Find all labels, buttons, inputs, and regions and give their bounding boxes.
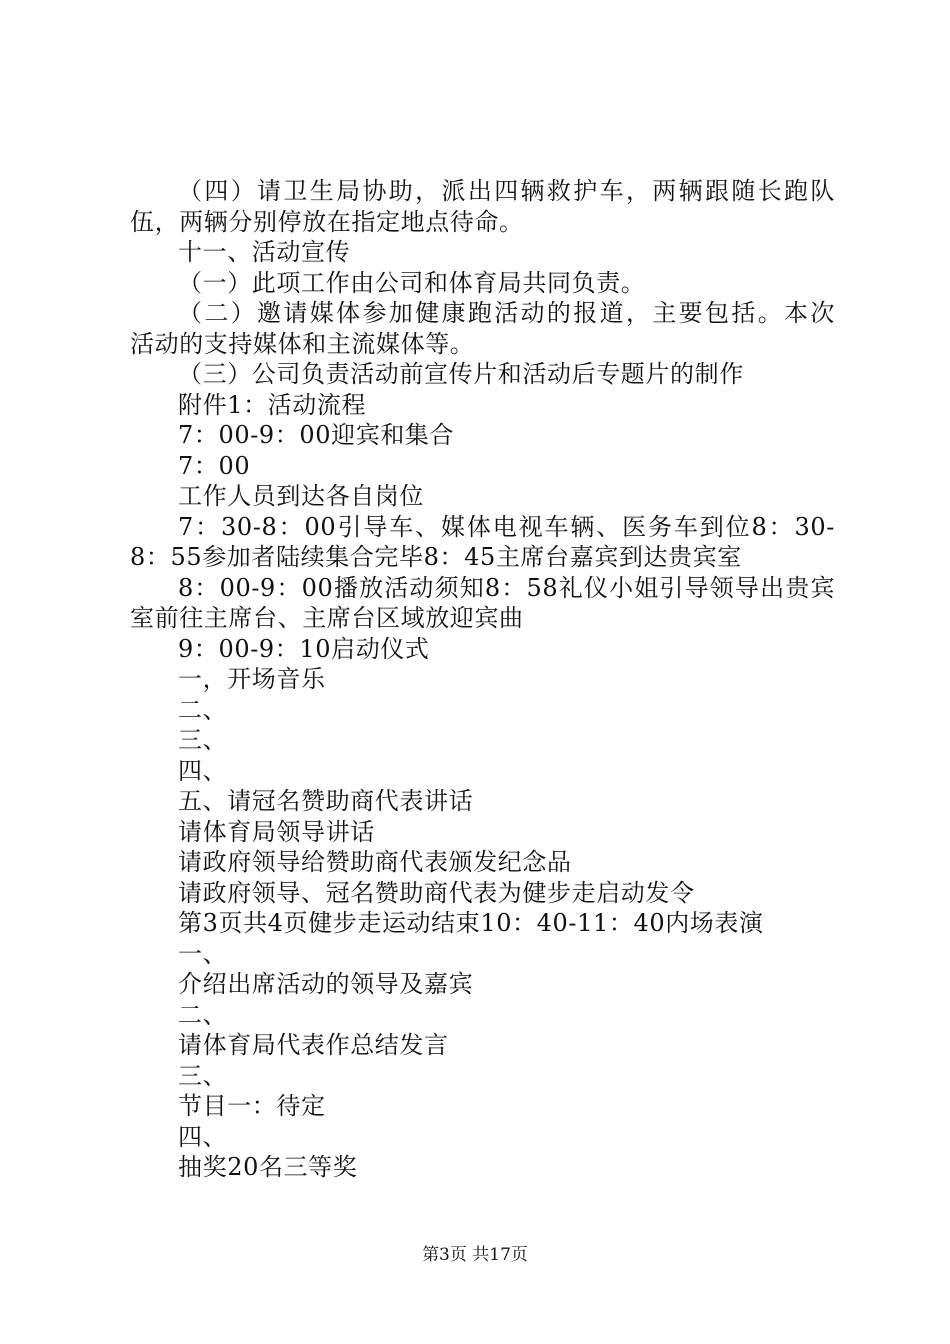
text-line: 7：30-8：00引导车、媒体电视车辆、医务车到位8：30- (178, 512, 835, 541)
text-line: 伍，两辆分别停放在指定地点待命。 (130, 207, 524, 236)
text-line: （二）邀请媒体参加健康跑活动的报道，主要包括。本次 (178, 299, 835, 327)
text-line: 一，开场音乐 (178, 665, 326, 693)
text-line: 8：00-9：00播放活动须知8：58礼仪小姐引导领导出贵宾 (178, 573, 835, 602)
text-line: 四、 (178, 756, 228, 785)
text-line: 介绍出席活动的领导及嘉宾 (178, 970, 474, 998)
text-line: 室前往主席台、主席台区域放迎宾曲 (130, 604, 524, 632)
text-line: （四）请卫生局协助，派出四辆救护车，两辆跟随长跑队 (178, 177, 835, 205)
text-line: 附件1：活动流程 (178, 390, 367, 419)
text-line: 三、 (178, 1061, 228, 1090)
text-line: 7：00 (178, 451, 251, 480)
document-body (130, 176, 835, 1183)
text-line: 二、 (178, 695, 228, 724)
text-line: 请体育局代表作总结发言 (178, 1031, 449, 1059)
text-line: 二、 (178, 1000, 228, 1029)
text-line: 十一、活动宣传 (178, 238, 351, 266)
text-line: 请政府领导给赞助商代表颁发纪念品 (178, 848, 572, 876)
text-line: 抽奖20名三等奖 (178, 1153, 358, 1181)
text-line: 第3页共4页健步走运动结束10：40-11：40内场表演 (178, 909, 764, 937)
text-line: （三）公司负责活动前宣传片和活动后专题片的制作 (178, 360, 744, 388)
text-line: 请体育局领导讲话 (178, 817, 375, 846)
text-line: 7：00-9：00迎宾和集合 (178, 421, 455, 449)
text-line: 三、 (178, 726, 228, 754)
text-line: 活动的支持媒体和主流媒体等。 (130, 329, 475, 358)
text-line: 节目一：待定 (178, 1092, 326, 1120)
text-line: 工作人员到达各自岗位 (178, 482, 424, 510)
text-line: （一）此项工作由公司和体育局共同负责。 (178, 268, 646, 297)
text-line: 四、 (178, 1122, 228, 1151)
text-line: 请政府领导、冠名赞助商代表为健步走启动发令 (178, 878, 695, 907)
text-line: 8：55参加者陆续集合完毕8：45主席台嘉宾到达贵宾室 (130, 543, 742, 571)
page-footer: 第3页 共17页 (422, 1245, 528, 1265)
text-line: 五、请冠名赞助商代表讲话 (178, 787, 474, 815)
text-line: 9：00-9：10启动仪式 (178, 634, 430, 663)
text-line: 一、 (178, 939, 228, 968)
